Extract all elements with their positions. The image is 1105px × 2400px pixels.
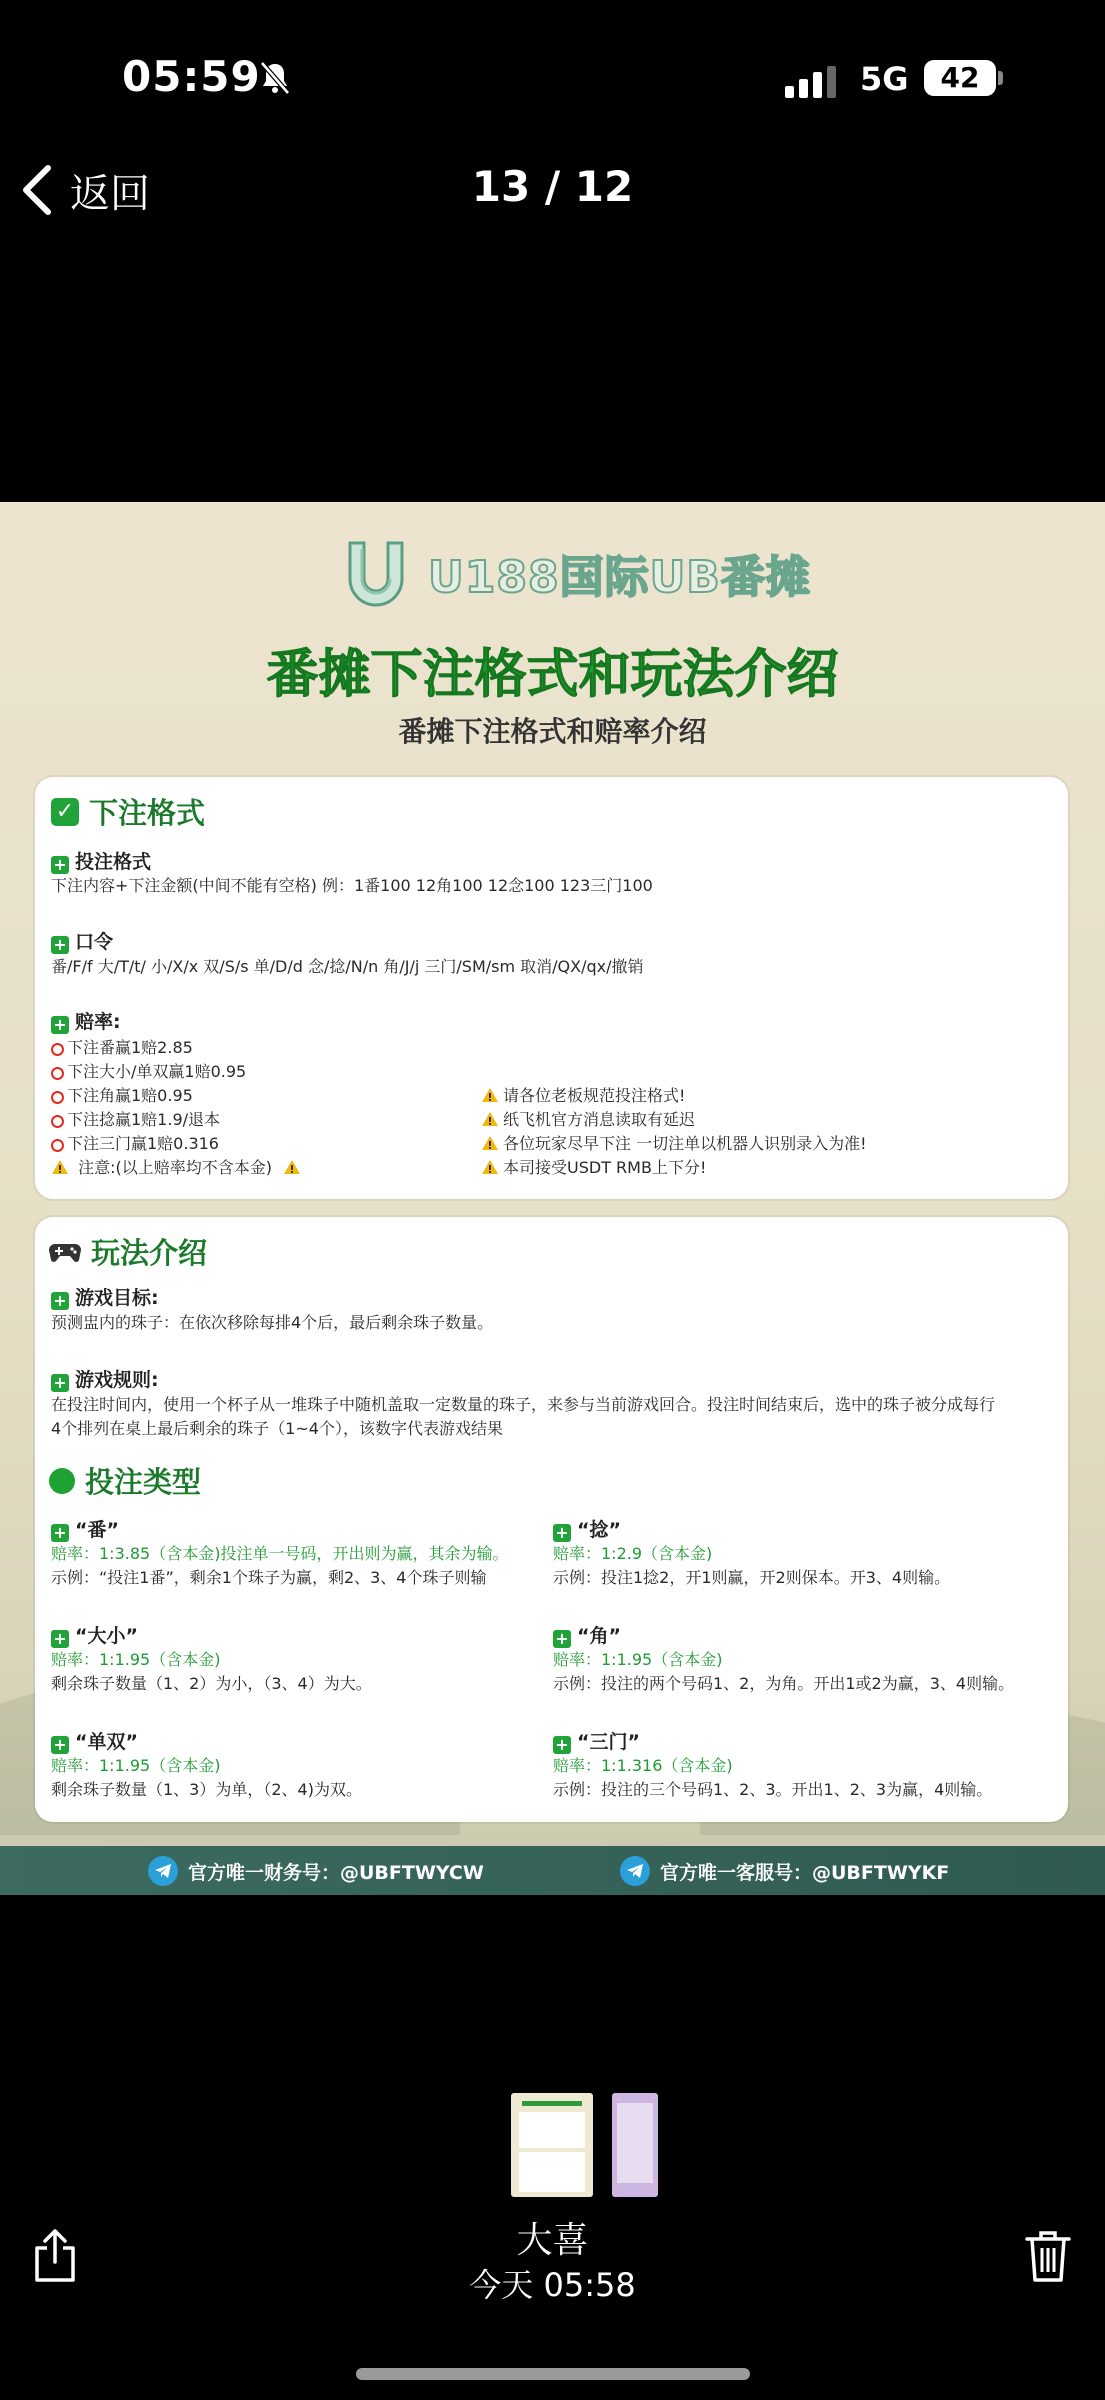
plus-icon: + xyxy=(553,1524,571,1542)
bet-type-odds: 赔率：1:3.85（含本金)投注单一号码，开出则为赢，其余为输。 xyxy=(51,1544,509,1563)
bet-type-example: 示例：投注的三个号码1、2、3。开出1、2、3为赢，4则输。 xyxy=(553,1780,993,1799)
photo-content xyxy=(0,502,1105,1895)
circle-icon xyxy=(51,1115,64,1128)
rules-title: + 游戏规则: xyxy=(51,1365,159,1392)
signal-icon xyxy=(783,66,841,100)
status-time: 05:59 xyxy=(122,52,261,101)
contact-footer xyxy=(0,1846,1105,1895)
poster-title: 番摊下注格式和玩法介绍 xyxy=(266,645,839,705)
album-name: 大喜 xyxy=(516,2220,589,2261)
bet-type-name: + “大小” xyxy=(51,1621,138,1648)
plus-icon: + xyxy=(553,1736,571,1754)
bet-type-example: 剩余珠子数量（1、3）为单，（2、4)为双。 xyxy=(51,1780,362,1799)
plus-icon: + xyxy=(51,936,69,954)
warning-icon xyxy=(51,1159,69,1175)
odds-title: + 赔率: xyxy=(51,1007,121,1034)
format-text: 下注内容+下注金额(中间不能有空格) 例：1番100 12角100 12念100 123三门100 xyxy=(51,876,653,895)
bet-type-name: + “番” xyxy=(51,1515,119,1542)
chevron-left-icon xyxy=(18,162,56,218)
bet-format-card xyxy=(35,777,1068,1199)
bet-type-name: + “三门” xyxy=(553,1727,640,1754)
brand-logo xyxy=(340,537,811,609)
odds-note: 注意:(以上赔率均不含本金) xyxy=(51,1155,305,1178)
check-icon: ✓ xyxy=(51,798,79,826)
format-title: + 投注格式 xyxy=(51,847,151,874)
goal-text: 预测盅内的珠子：在依次移除每排4个后，最后剩余珠子数量。 xyxy=(51,1313,494,1332)
bet-type-example: 示例：投注1捻2，开1则赢，开2则保本。开3、4则输。 xyxy=(553,1568,951,1587)
plus-icon: + xyxy=(553,1630,571,1648)
telegram-icon xyxy=(620,1856,650,1886)
commands-title: + 口令 xyxy=(51,927,113,954)
bet-type-example: 剩余珠子数量（1、2）为小，（3、4）为大。 xyxy=(51,1674,372,1693)
battery-tip xyxy=(998,71,1003,85)
circle-icon xyxy=(51,1067,64,1080)
rules-text: 在投注时间内，使用一个杯子从一堆珠子中随机盖取一定数量的珠子，来参与当前游戏回合。投注时间结束后，选中的珠子被分成每行4个排列在桌上最后剩余的珠子（1~4个），该数字代表游戏结果 xyxy=(51,1395,996,1438)
back-button[interactable] xyxy=(18,160,150,220)
trash-icon[interactable] xyxy=(1023,2228,1073,2284)
thumb-card xyxy=(519,2112,585,2148)
notice-item: 请各位老板规范投注格式! xyxy=(481,1083,685,1106)
battery-indicator: 42 xyxy=(924,60,996,96)
bet-format-heading: ✓ 下注格式 xyxy=(51,791,205,832)
plus-icon: + xyxy=(51,856,69,874)
odds-item: 下注三门赢1赔0.316 xyxy=(51,1131,219,1154)
notice-item: 本司接受USDT RMB上下分! xyxy=(481,1155,706,1178)
poster-subtitle: 番摊下注格式和赔率介绍 xyxy=(398,715,707,748)
service-contact: 官方唯一客服号：@UBFTWYKF xyxy=(620,1856,949,1886)
notice-item: 纸飞机官方消息读取有延迟 xyxy=(481,1107,695,1130)
gameplay-heading: 玩法介绍 xyxy=(49,1231,207,1272)
commands-text: 番/F/f 大/T/t/ 小/X/x 双/S/s 单/D/d 念/捻/N/n 角/J/j 三门/SM/sm 取消/QX/qx/撤销 xyxy=(51,957,644,976)
bet-type-odds: 赔率：1:2.9（含本金) xyxy=(553,1544,713,1563)
plus-icon: + xyxy=(51,1630,69,1648)
u188-logo-icon xyxy=(340,537,412,609)
bet-type-odds: 赔率：1:1.95（含本金) xyxy=(553,1650,723,1669)
warning-icon xyxy=(481,1159,499,1175)
bet-type-odds: 赔率：1:1.95（含本金) xyxy=(51,1650,221,1669)
network-type: 5G xyxy=(860,60,909,98)
plus-icon: + xyxy=(51,1016,69,1034)
odds-item: 下注捻赢1赔1.9/退本 xyxy=(51,1107,220,1130)
page-counter: 13 / 12 xyxy=(471,162,634,211)
warning-icon xyxy=(481,1135,499,1151)
thumb-line xyxy=(522,2101,582,2106)
notice-item: 各位玩家尽早下注 一切注单以机器人识别录入为准! xyxy=(481,1131,867,1154)
bet-type-name: + “捻” xyxy=(553,1515,621,1542)
odds-item: 下注番赢1赔2.85 xyxy=(51,1035,193,1058)
circle-icon xyxy=(51,1043,64,1056)
circle-icon xyxy=(51,1091,64,1104)
bet-types-heading: 投注类型 xyxy=(49,1460,201,1501)
bet-type-name: + “单双” xyxy=(51,1727,138,1754)
gamepad-icon xyxy=(49,1241,81,1263)
brand-name: U188国际UB番摊 xyxy=(428,552,811,603)
warning-icon xyxy=(283,1159,301,1175)
goal-title: + 游戏目标: xyxy=(51,1283,159,1310)
circle-icon xyxy=(51,1139,64,1152)
thumbnail-next[interactable] xyxy=(612,2093,658,2197)
bet-type-name: + “角” xyxy=(553,1621,621,1648)
silent-bell-icon xyxy=(258,60,292,96)
warning-icon xyxy=(481,1111,499,1127)
bet-type-example: 示例：“投注1番”，剩余1个珠子为赢，剩2、3、4个珠子则输 xyxy=(51,1568,487,1587)
plus-icon: + xyxy=(51,1374,69,1392)
plus-icon: + xyxy=(51,1736,69,1754)
finance-contact: 官方唯一财务号：@UBFTWYCW xyxy=(148,1856,484,1886)
back-label: 返回 xyxy=(70,170,150,217)
plus-icon: + xyxy=(51,1524,69,1542)
telegram-icon xyxy=(148,1856,178,1886)
bet-type-example: 示例：投注的两个号码1、2，为角。开出1或2为赢，3、4则输。 xyxy=(553,1674,1015,1693)
gameplay-card xyxy=(35,1217,1068,1822)
photo-timestamp: 今天 05:58 xyxy=(469,2266,636,2304)
odds-item: 下注大小/单双赢1赔0.95 xyxy=(51,1059,246,1082)
bet-type-odds: 赔率：1:1.95（含本金) xyxy=(51,1756,221,1775)
bet-type-odds: 赔率：1:1.316（含本金) xyxy=(553,1756,733,1775)
warning-icon xyxy=(481,1087,499,1103)
odds-item: 下注角赢1赔0.95 xyxy=(51,1083,193,1106)
plus-icon: + xyxy=(51,1292,69,1310)
home-indicator[interactable] xyxy=(356,2368,750,2380)
thumb-card xyxy=(617,2103,653,2183)
thumb-card xyxy=(519,2152,585,2192)
green-circle-icon xyxy=(49,1468,75,1494)
thumbnail-current[interactable] xyxy=(511,2093,593,2197)
share-icon[interactable] xyxy=(32,2228,78,2284)
